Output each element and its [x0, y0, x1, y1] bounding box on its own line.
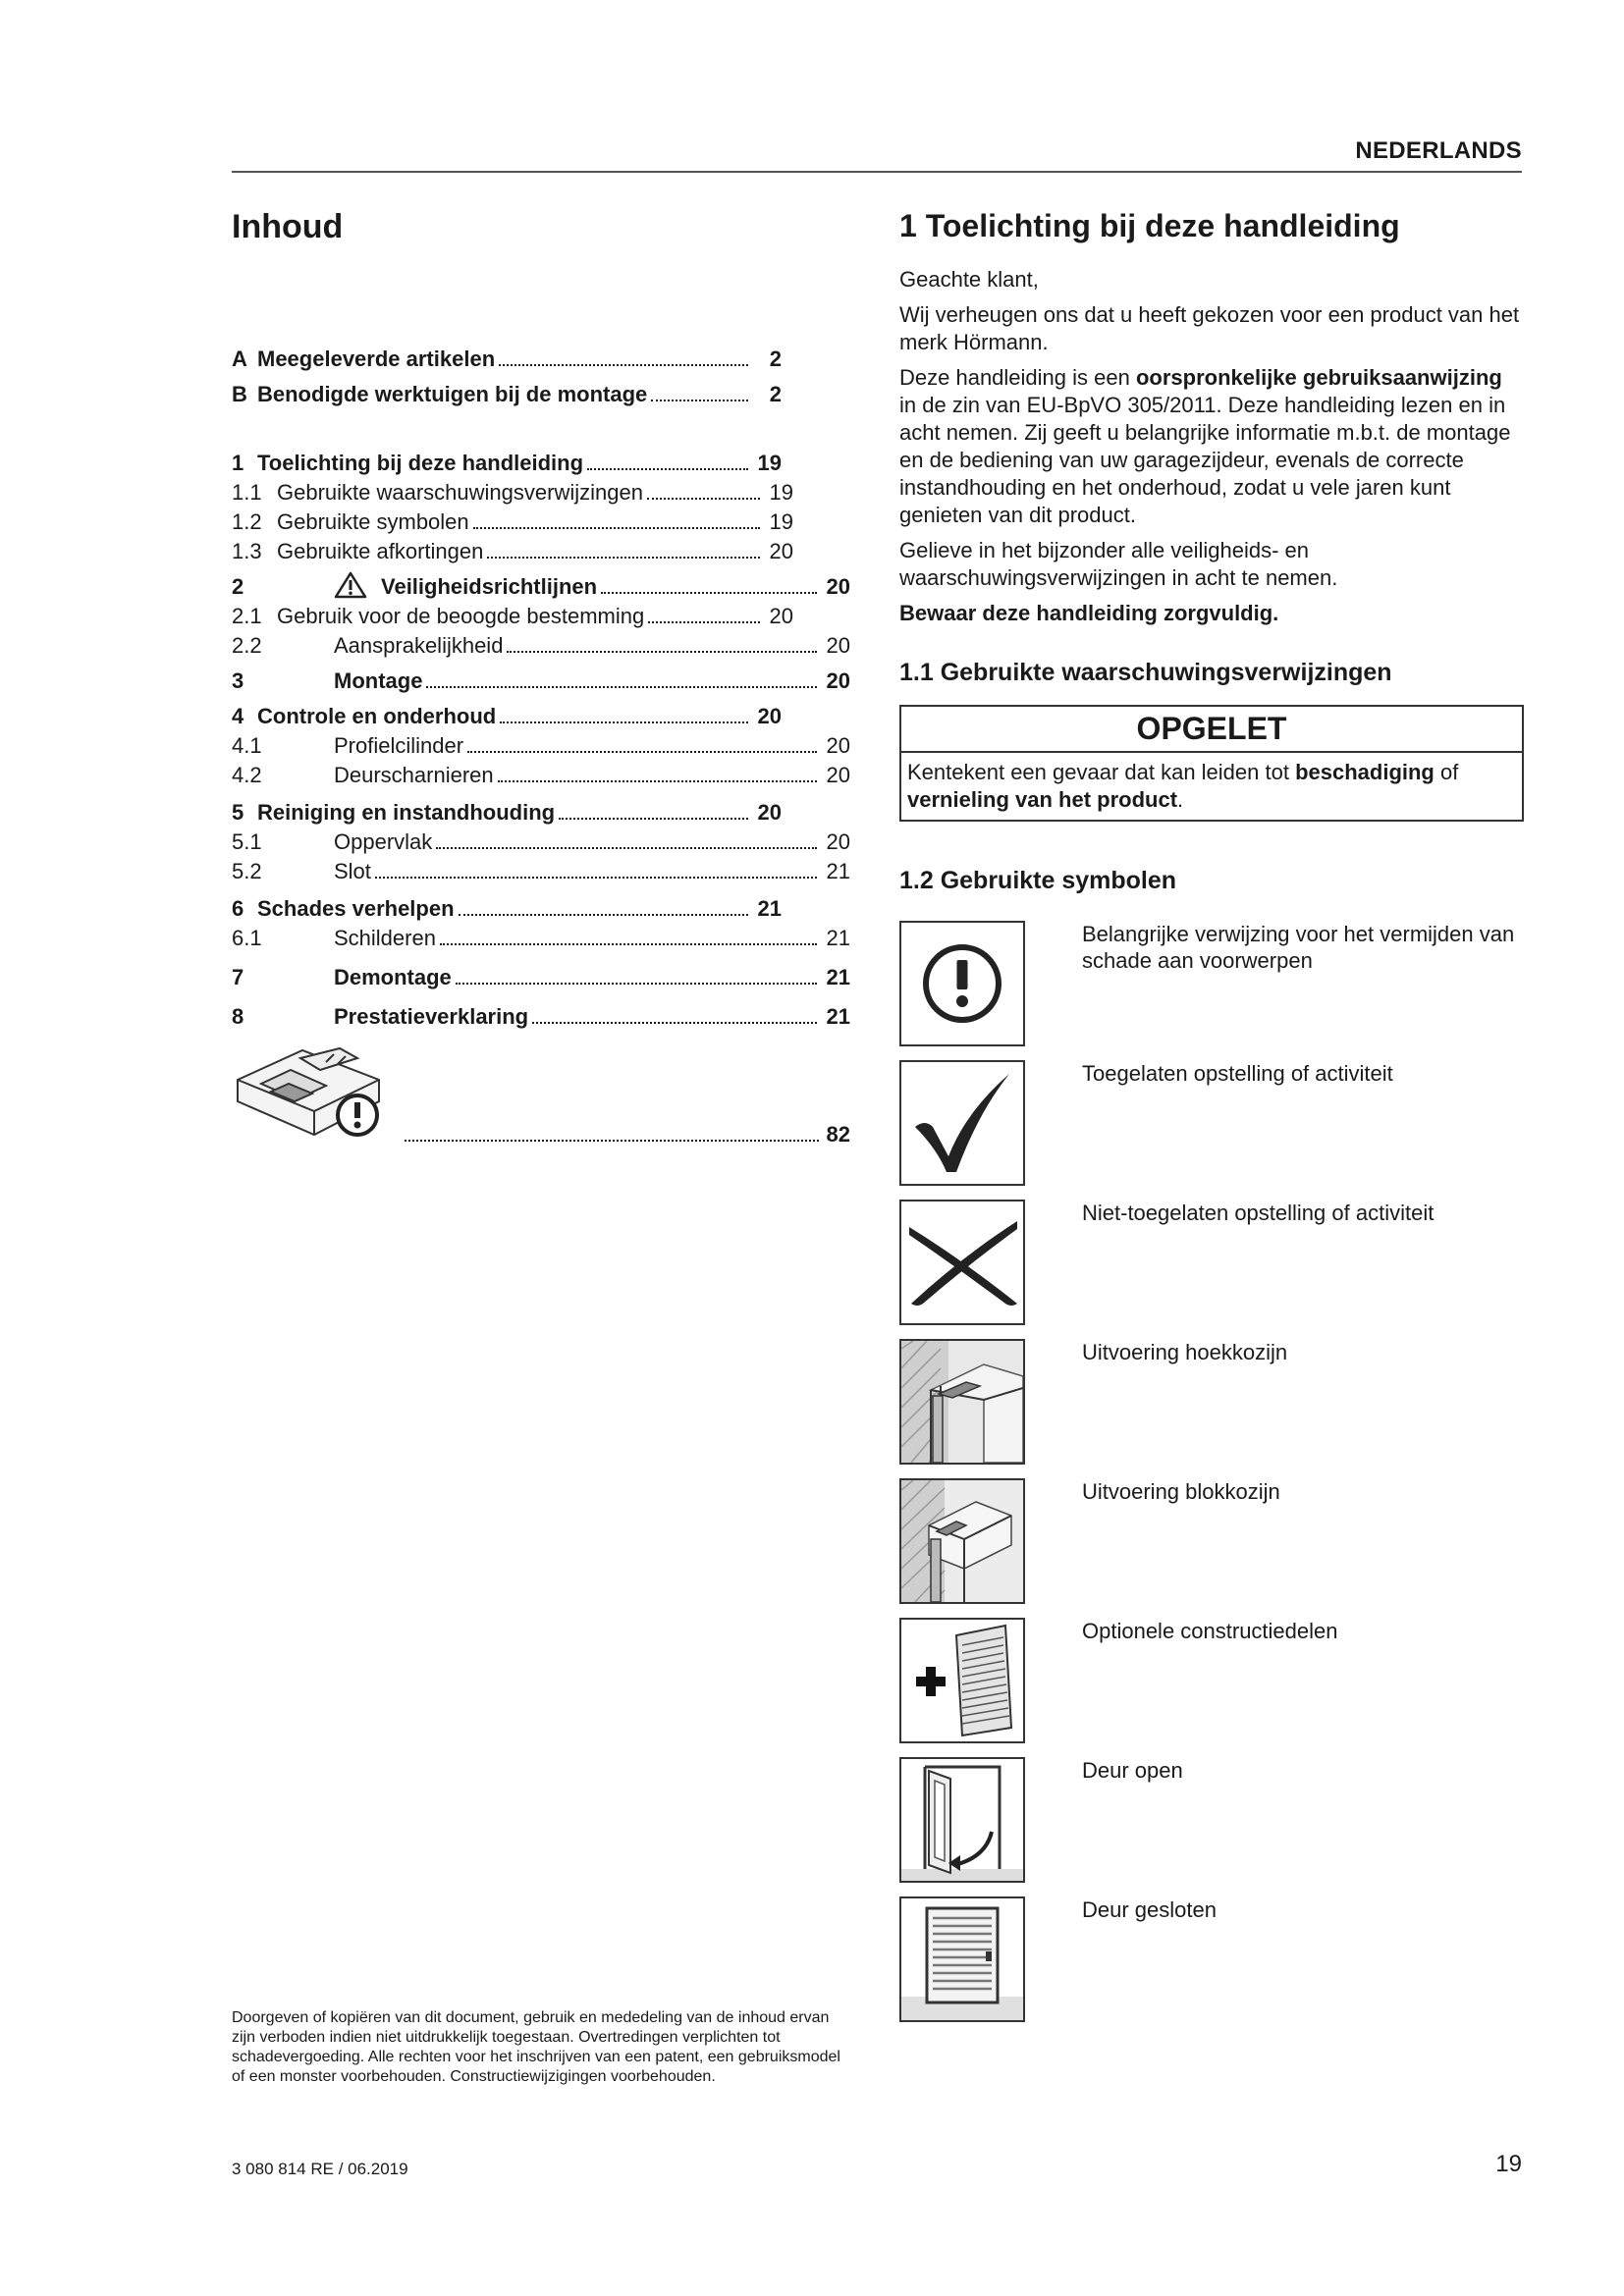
toc-label-wrap [277, 477, 764, 508]
symbol-description: Uitvoering hoekkozijn [1082, 1340, 1288, 1364]
toc-label-wrap [277, 507, 764, 538]
toc-number: 1 [232, 451, 244, 475]
list-item [899, 1339, 1522, 1478]
toc-entry[interactable] [232, 379, 782, 410]
toc-label: Gebruikte afkortingen [277, 536, 485, 567]
toc-entry[interactable] [232, 666, 850, 697]
symbol-frame [899, 1757, 1025, 1883]
warning-box-title: OPGELET [901, 707, 1522, 753]
symbol-description: Uitvoering blokkozijn [1082, 1479, 1280, 1504]
leader-dots [651, 379, 748, 401]
symbol-description: Belangrijke verwijzing voor het vermijden van schade aan voorwerpen [1082, 922, 1515, 973]
cross-icon [901, 1201, 1023, 1323]
leader-dots [647, 477, 760, 500]
toc-label-wrap [334, 962, 821, 993]
toc-label-wrap [334, 1001, 821, 1033]
toc-page-number: 20 [757, 704, 782, 728]
symbol-frame [899, 1339, 1025, 1465]
symbol-list [899, 921, 1522, 2036]
toc-label: Montage [334, 666, 424, 697]
toc-label: Demontage [334, 962, 454, 993]
toc-label-wrap [277, 536, 764, 567]
toc-number: 4 [232, 704, 244, 728]
toc-number: 7 [232, 965, 244, 989]
list-item [899, 1478, 1522, 1618]
toc-page-number: 21 [826, 859, 850, 883]
leader-dots [440, 923, 817, 945]
toc-number: 1.2 [232, 509, 262, 534]
text-span: Kentekent een gevaar dat kan leiden tot [907, 760, 1296, 784]
toc-number: 2.2 [232, 633, 262, 658]
list-item [899, 1618, 1522, 1757]
toc-label-wrap [334, 923, 821, 954]
toc-page-number: 20 [769, 539, 793, 563]
toc-label-wrap [334, 760, 821, 791]
leader-dots [459, 893, 748, 916]
toc-label: Schilderen [334, 923, 438, 954]
door-open-icon [901, 1759, 1023, 1881]
toc-page-number: 21 [826, 965, 850, 989]
leader-dots [487, 536, 760, 559]
toc-number: 8 [232, 1004, 244, 1029]
toc-label: Controle en onderhoud [257, 701, 498, 732]
toc-entry[interactable] [232, 730, 850, 762]
leader-dots [473, 507, 760, 529]
document-number: 3 080 814 RE / 06.2019 [232, 2160, 408, 2178]
toc-entry[interactable] [232, 923, 850, 954]
toc-number: A [232, 347, 247, 371]
list-item [899, 921, 1522, 1060]
text-span: of [1434, 760, 1459, 784]
toc-number: 4.1 [232, 733, 262, 758]
toc-number: 5.2 [232, 859, 262, 883]
toc-label: Gebruik voor de beoogde bestemming [277, 601, 646, 632]
list-item [899, 1060, 1522, 1200]
toc-entry[interactable] [232, 507, 793, 538]
toc-page-number: 20 [826, 829, 850, 854]
intro-paragraph: Wij verheugen ons dat u heeft gekozen voor een product van het merk Hörmann. [899, 302, 1520, 354]
symbol-frame [899, 921, 1025, 1046]
leader-dots [426, 666, 817, 688]
toc-number: 2.1 [232, 604, 262, 628]
toc-label: Schades verhelpen [257, 893, 457, 925]
toc-entry[interactable] [232, 856, 850, 887]
section-1-1-title: 1.1 Gebruikte waarschuwingsverwijzingen [899, 659, 1392, 686]
toc-label: Toelichting bij deze handleiding [257, 448, 585, 479]
toc-label-wrap [257, 344, 752, 375]
leader-dots [507, 630, 817, 653]
toc-page-number: 21 [826, 1004, 850, 1029]
toc-label: Aansprakelijkheid [334, 630, 505, 662]
toc-entry[interactable] [232, 827, 850, 858]
content-column [899, 196, 1522, 1922]
toc-number: 6.1 [232, 926, 262, 950]
toc-label: Veiligheidsrichtlijnen [381, 571, 599, 603]
toc-number: 6 [232, 896, 244, 921]
symbol-frame [899, 1478, 1025, 1604]
toc-page-number: 20 [826, 633, 850, 658]
leader-dots [499, 344, 748, 366]
symbol-frame [899, 1060, 1025, 1186]
leader-dots [500, 701, 748, 723]
toc-label: Gebruikte waarschuwingsverwijzingen [277, 477, 645, 508]
toc-entry[interactable] [232, 630, 850, 662]
toc-label: Prestatieverklaring [334, 1001, 530, 1033]
warning-box-text [901, 753, 1522, 820]
toc-page-number: 20 [826, 668, 850, 693]
list-item [899, 1757, 1522, 1896]
toc-label: Meegeleverde artikelen [257, 344, 497, 375]
toc-entry[interactable] [232, 701, 782, 732]
symbol-description: Deur open [1082, 1758, 1183, 1783]
toc-page-number: 20 [757, 800, 782, 825]
text-span: in de zin van EU-BpVO 305/2011. Deze handleiding lezen en in acht nemen. Zij geeft u belangrijke informatie m.b.t. de montage en de bediening van uw garagezijdeur, evenals de correcte instandhouding en het onderhoud, zodat u vele jaren kunt genieten van dit product. [899, 393, 1511, 527]
table-of-contents [232, 196, 850, 1147]
toc-label-wrap [257, 448, 752, 479]
toc-number: 5.1 [232, 829, 262, 854]
leader-dots [467, 730, 817, 753]
door-closed-icon [901, 1898, 1023, 2020]
illustration-reference [232, 1041, 408, 1148]
toc-number: 1.1 [232, 480, 262, 505]
toc-number: 5 [232, 800, 244, 825]
list-item [899, 1896, 1522, 2036]
toc-label-wrap [334, 730, 821, 762]
toc-page-number: 20 [769, 604, 793, 628]
header-language: NEDERLANDS [1355, 137, 1522, 164]
leader-dots [532, 1001, 817, 1024]
leader-dots [587, 448, 748, 470]
toc-entry[interactable] [232, 448, 782, 479]
leader-dots [648, 601, 760, 623]
leader-dots [405, 1140, 819, 1142]
toc-page-number: 21 [826, 926, 850, 950]
keep-manual-note: Bewaar deze handleiding zorgvuldig. [899, 601, 1279, 625]
toc-label-wrap [257, 701, 752, 732]
block-frame-icon [901, 1480, 1023, 1602]
bold-span: beschadiging [1295, 760, 1435, 784]
manual-paragraph [899, 364, 1522, 529]
list-item [899, 1200, 1522, 1339]
leader-dots [436, 827, 817, 849]
leader-dots [498, 760, 817, 782]
warning-box [899, 705, 1524, 822]
toc-page-number: 19 [769, 509, 793, 534]
leader-dots [456, 962, 817, 985]
toc-number: 4.2 [232, 763, 262, 787]
text-span: Deze handleiding is een [899, 365, 1136, 390]
corner-frame-icon [901, 1341, 1023, 1463]
manual-illustration-icon [232, 1041, 408, 1148]
symbol-description: Deur gesloten [1082, 1897, 1217, 1922]
leader-dots [559, 797, 748, 820]
toc-label-wrap [257, 379, 752, 410]
toc-entry[interactable] [232, 797, 782, 828]
symbol-description: Optionele constructiedelen [1082, 1619, 1338, 1643]
toc-entry[interactable] [232, 536, 793, 567]
optional-parts-icon [901, 1620, 1023, 1741]
symbol-description: Niet-toegelaten opstelling of activiteit [1082, 1201, 1435, 1225]
toc-label-wrap [257, 893, 752, 925]
toc-entry[interactable] [232, 477, 793, 508]
bold-span: oorspronkelijke gebruiksaanwijzing [1135, 365, 1502, 390]
toc-label: Oppervlak [334, 827, 434, 858]
toc-label-wrap [334, 666, 821, 697]
section-1-2-title: 1.2 Gebruikte symbolen [899, 867, 1177, 894]
leader-dots [601, 571, 817, 594]
toc-label: Benodigde werktuigen bij de montage [257, 379, 649, 410]
checkmark-icon [901, 1062, 1023, 1184]
section-1-title: 1 Toelichting bij deze handleiding [899, 208, 1400, 243]
toc-label: Profielcilinder [334, 730, 465, 762]
toc-entry[interactable] [232, 962, 850, 993]
bold-span: vernieling van het product [907, 787, 1178, 812]
toc-entry[interactable] [232, 760, 850, 791]
toc-entry[interactable] [232, 1001, 850, 1033]
header-rule [232, 171, 1522, 173]
toc-number: 3 [232, 668, 244, 693]
toc-label-wrap [334, 827, 821, 858]
symbol-description: Toegelaten opstelling of activiteit [1082, 1061, 1393, 1086]
symbol-frame [899, 1200, 1025, 1325]
toc-label-wrap [334, 856, 821, 887]
symbol-frame [899, 1896, 1025, 2022]
toc-entry[interactable] [232, 344, 782, 375]
toc-page-number: 19 [757, 451, 782, 475]
toc-label: Reiniging en instandhouding [257, 797, 557, 828]
toc-entry[interactable] [232, 601, 793, 632]
toc-page-number: 21 [757, 896, 782, 921]
toc-label-wrap [257, 797, 752, 828]
toc-number: 1.3 [232, 539, 262, 563]
toc-page-number: 20 [826, 733, 850, 758]
toc-page-number: 2 [769, 347, 782, 371]
toc-page-number: 20 [826, 574, 850, 599]
toc-number: 2 [232, 574, 244, 599]
toc-label-wrap [334, 571, 821, 603]
copyright-notice: Doorgeven of kopiëren van dit document, gebruik en mededeling van de inhoud ervan zijn verboden indien niet uitdrukkelijk toegestaan. Overtredingen verplichten tot schadevergoeding. Alle rechten voor het inschrijven van een patent, een gebruiksmodel of een monster voorbehouden. Constructiewijzigingen voorbehouden. [232, 2009, 840, 2085]
symbol-frame [899, 1618, 1025, 1743]
toc-number: B [232, 382, 247, 406]
attention-icon [901, 923, 1023, 1044]
leader-dots [375, 856, 817, 879]
toc-page-number: 19 [769, 480, 793, 505]
safety-paragraph: Gelieve in het bijzonder alle veiligheids- en waarschuwingsverwijzingen in acht te nemen. [899, 538, 1338, 590]
toc-page-number: 20 [826, 763, 850, 787]
toc-page-number: 2 [769, 382, 782, 406]
toc-label-wrap [334, 630, 821, 662]
toc-title: Inhoud [232, 208, 344, 245]
text-span: . [1177, 787, 1184, 812]
warning-triangle-icon [334, 571, 367, 599]
toc-label-wrap [277, 601, 764, 632]
toc-label: Gebruikte symbolen [277, 507, 471, 538]
greeting: Geachte klant, [899, 267, 1039, 292]
toc-entry[interactable] [232, 571, 850, 603]
page-number: 19 [1495, 2151, 1522, 2177]
toc-label: Slot [334, 856, 373, 887]
illustrated-section-entry[interactable] [405, 1119, 850, 1150]
toc-entry[interactable] [232, 893, 782, 925]
toc-label: Deurscharnieren [334, 760, 496, 791]
toc-page-number: 82 [826, 1122, 850, 1147]
